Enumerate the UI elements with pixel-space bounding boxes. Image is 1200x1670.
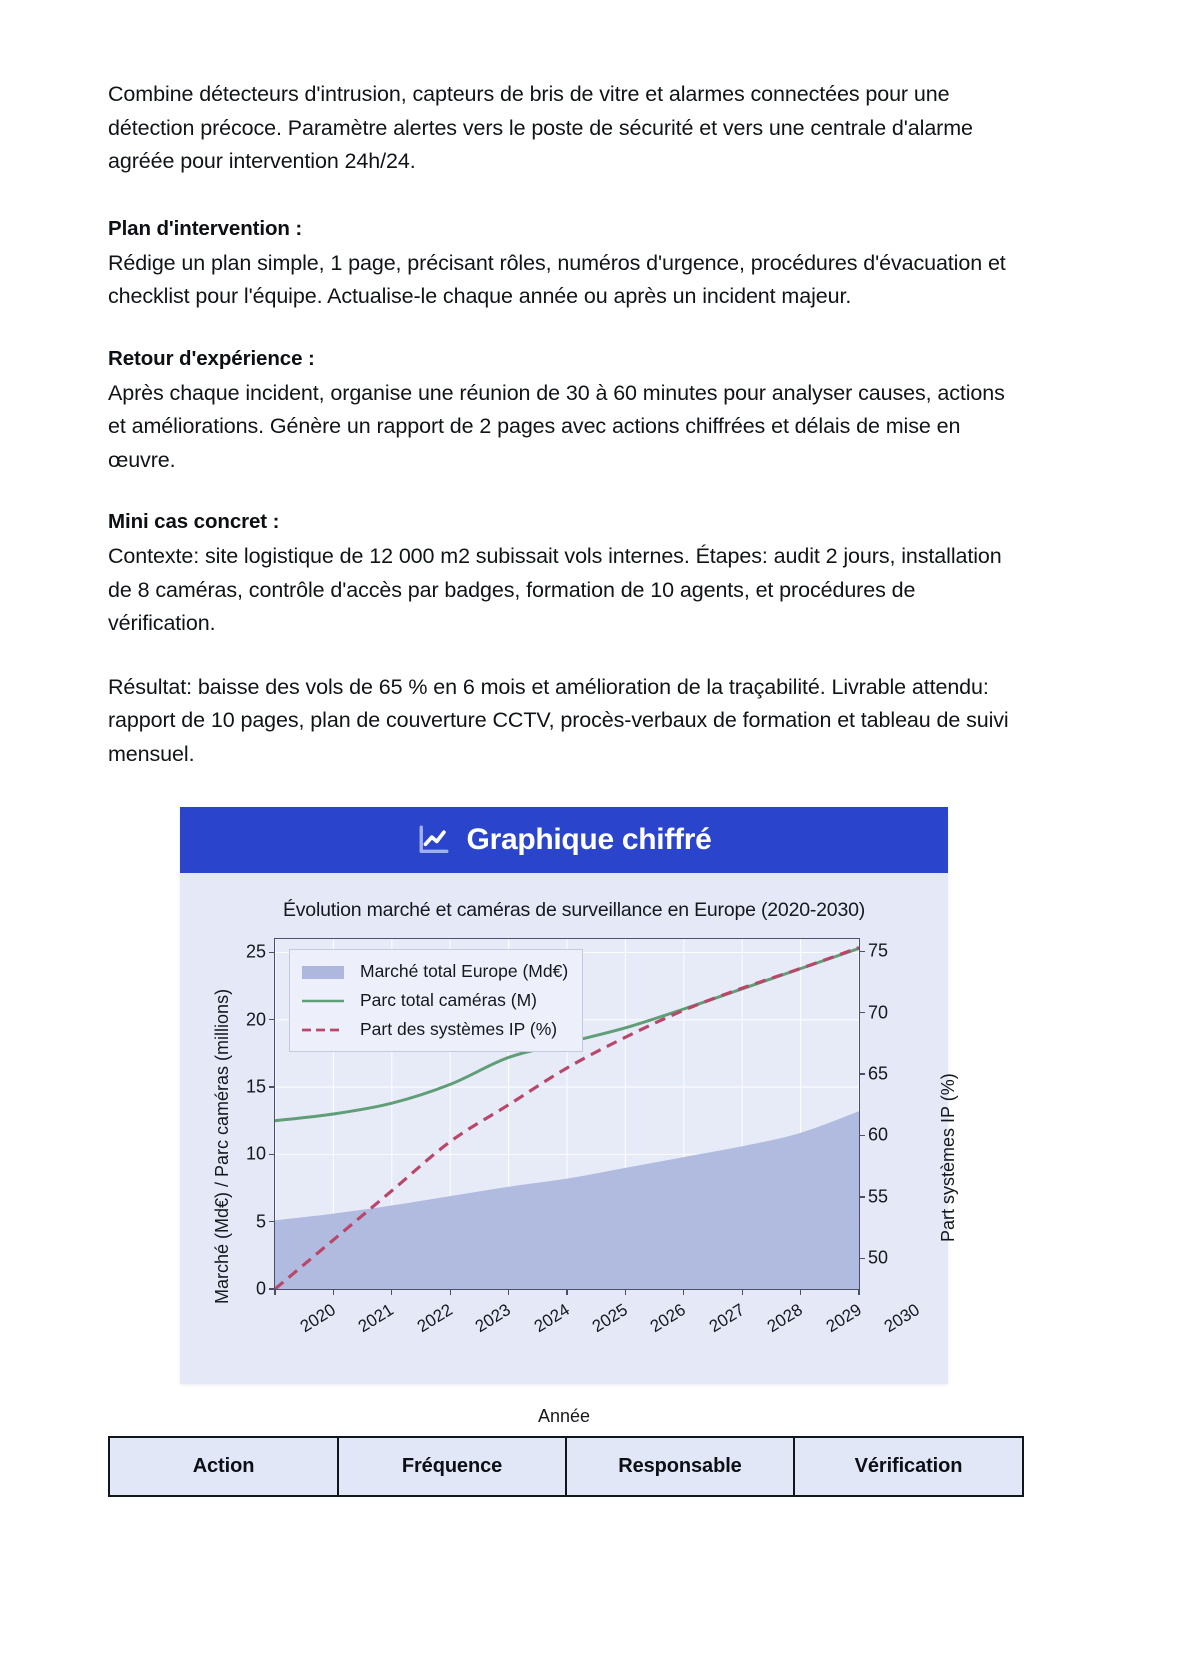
table-column-responsable: Responsable bbox=[566, 1438, 794, 1495]
result-paragraph: Résultat: baisse des vols de 65 % en 6 mois et amélioration de la traçabilité. Livrable attendu: rapport de 10 pages, plan de couverture CCTV, procès-verbaux de formation et tableau de suivi mensuel. bbox=[108, 674, 1009, 766]
section-body-mini-cas-concret: Contexte: site logistique de 12 000 m2 subissait vols internes. Étapes: audit 2 jours, installation de 8 caméras, contrôle d'accès par badges, formation de 10 agents, et procédures de vérification. bbox=[108, 544, 1002, 635]
y-axis-right-tick-mark bbox=[859, 951, 865, 952]
line-chart-icon bbox=[417, 823, 451, 857]
x-axis-tick: 2021 bbox=[355, 1300, 398, 1337]
y-axis-left-tick: 10 bbox=[245, 1143, 266, 1164]
summary-table bbox=[108, 1436, 1024, 1497]
x-axis-tick: 2020 bbox=[296, 1300, 339, 1337]
table-column-action: Action bbox=[110, 1438, 338, 1495]
y-axis-right-tick: 65 bbox=[868, 1063, 889, 1084]
legend-item-part-ip bbox=[300, 1015, 568, 1044]
plot-wrapper bbox=[198, 932, 958, 1426]
x-axis-tick: 2026 bbox=[647, 1300, 690, 1337]
y-axis-left-tick: 25 bbox=[245, 941, 266, 962]
legend-label-marche: Marché total Europe (Md€) bbox=[360, 961, 569, 981]
y-axis-left-tick-mark bbox=[269, 1221, 275, 1222]
y-axis-right-tick-mark bbox=[859, 1135, 865, 1136]
y-axis-right-tick: 75 bbox=[868, 940, 889, 961]
x-axis-tick: 2030 bbox=[880, 1300, 923, 1337]
x-axis-tick-mark bbox=[450, 1289, 451, 1295]
x-axis-tick-mark bbox=[333, 1289, 334, 1295]
intro-paragraph: Combine détecteurs d'intrusion, capteurs de bris de vitre et alarmes connectées pour une détection précoce. Paramètre alertes vers le poste de sécurité et vers une centrale d'alarme agréée pour intervention 24h/24. bbox=[108, 82, 973, 173]
y-axis-right-label: Part systèmes IP (%) bbox=[938, 1073, 958, 1242]
table-header-row bbox=[110, 1438, 1022, 1495]
legend-label-parc-cameras: Parc total caméras (M) bbox=[360, 990, 537, 1010]
spacer bbox=[108, 491, 1092, 507]
x-axis-tick-mark bbox=[800, 1289, 801, 1295]
x-axis-tick-mark bbox=[742, 1289, 743, 1295]
legend-label-part-ip: Part des systèmes IP (%) bbox=[360, 1019, 558, 1039]
y-axis-left-tick: 0 bbox=[255, 1278, 266, 1299]
y-axis-right-tick: 70 bbox=[868, 1002, 889, 1023]
y-axis-right-tick: 60 bbox=[868, 1124, 889, 1145]
x-axis-tick: 2029 bbox=[822, 1300, 865, 1337]
x-axis-label: Année bbox=[537, 1406, 591, 1426]
x-axis-tick-mark bbox=[858, 1289, 859, 1295]
y-axis-right-tick-mark bbox=[859, 1073, 865, 1074]
y-axis-left-tick-mark bbox=[269, 1019, 275, 1020]
legend-swatch-area bbox=[300, 963, 346, 981]
legend-swatch-dashed-line bbox=[300, 1021, 346, 1039]
y-axis-right-tick-mark bbox=[859, 1012, 865, 1013]
y-axis-left-tick: 15 bbox=[245, 1076, 266, 1097]
x-axis-tick-mark bbox=[391, 1289, 392, 1295]
x-axis-tick-mark bbox=[683, 1289, 684, 1295]
section-body-retour-experience: Après chaque incident, organise une réunion de 30 à 60 minutes pour analyser causes, actions et améliorations. Génère un rapport de 2 pages avec actions chiffrées et délais de mise en œuvre. bbox=[108, 380, 1005, 472]
spacer bbox=[108, 328, 1092, 344]
y-axis-right-tick: 50 bbox=[868, 1247, 889, 1268]
y-axis-right-tick-mark bbox=[859, 1258, 865, 1259]
chart-card bbox=[180, 807, 958, 1426]
y-axis-left-tick-mark bbox=[269, 1086, 275, 1087]
table-column-verification: Vérification bbox=[794, 1438, 1022, 1495]
section-heading-retour-experience: Retour d'expérience : bbox=[108, 346, 315, 370]
x-axis-tick-mark bbox=[625, 1289, 626, 1295]
y-axis-left-tick: 20 bbox=[245, 1009, 266, 1030]
legend-item-marche bbox=[300, 957, 568, 986]
section-body-plan-intervention: Rédige un plan simple, 1 page, précisant rôles, numéros d'urgence, procédures d'évacuation et checklist pour l'équipe. Actualise-le chaque année ou après un incident majeur. bbox=[108, 250, 1006, 308]
x-axis-tick: 2023 bbox=[471, 1300, 515, 1337]
y-axis-left-label: Marché (Md€) / Parc caméras (millions) bbox=[212, 988, 232, 1304]
chart-banner bbox=[180, 807, 948, 873]
x-axis-tick: 2022 bbox=[413, 1300, 456, 1337]
chart-banner-title: Graphique chiffré bbox=[466, 823, 712, 856]
section-heading-plan-intervention: Plan d'intervention : bbox=[108, 216, 303, 240]
x-axis-tick-mark bbox=[508, 1289, 509, 1295]
table-column-frequence: Fréquence bbox=[338, 1438, 566, 1495]
y-axis-left-tick-mark bbox=[269, 1154, 275, 1155]
spacer bbox=[108, 655, 1092, 671]
y-axis-right-tick-mark bbox=[859, 1196, 865, 1197]
legend-swatch-line bbox=[300, 992, 346, 1010]
x-axis-tick: 2027 bbox=[705, 1300, 748, 1337]
y-axis-left-tick-mark bbox=[269, 952, 275, 953]
chart-body bbox=[180, 873, 958, 1426]
y-axis-left-tick: 5 bbox=[255, 1211, 266, 1232]
spacer bbox=[108, 193, 1092, 214]
section-heading-mini-cas-concret: Mini cas concret : bbox=[108, 510, 280, 533]
chart-legend bbox=[289, 949, 583, 1052]
legend-item-parc-cameras bbox=[300, 986, 568, 1015]
x-axis-tick: 2028 bbox=[763, 1300, 807, 1337]
plot-area bbox=[245, 938, 923, 1337]
chart-title: Évolution marché et caméras de surveillance en Europe (2020-2030) bbox=[282, 899, 866, 921]
x-axis-tick: 2025 bbox=[588, 1300, 631, 1337]
y-axis-right-tick: 55 bbox=[868, 1186, 889, 1207]
x-axis-tick-mark bbox=[566, 1289, 567, 1295]
x-axis-tick: 2024 bbox=[530, 1300, 573, 1337]
x-axis-tick-mark bbox=[274, 1289, 275, 1295]
